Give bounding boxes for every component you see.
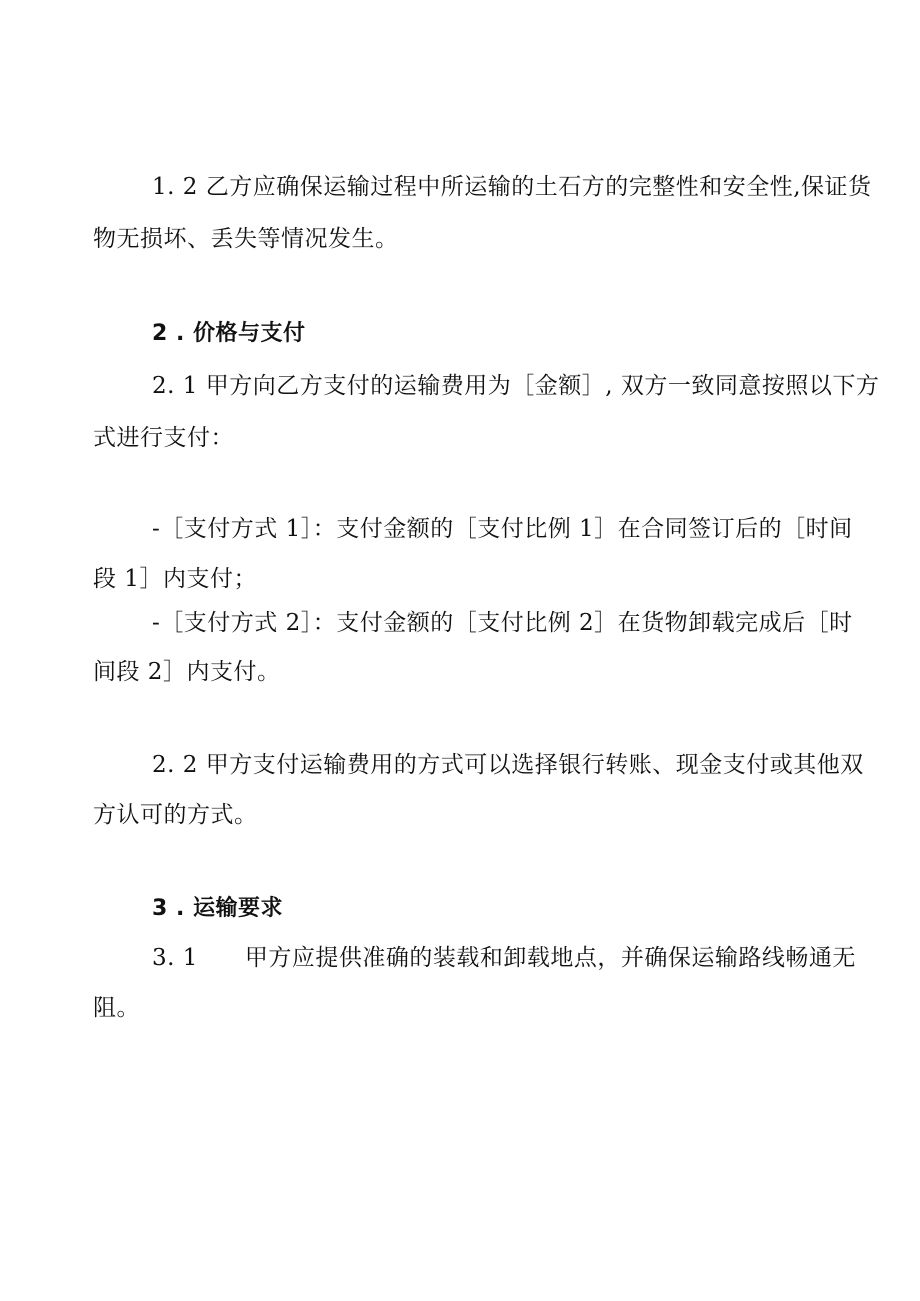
paragraph-1-2-line-1: 1. 2 乙方应确保运输过程中所运输的土石方的完整性和安全性,保证货 xyxy=(152,174,872,200)
section-2-heading: 2 . 价格与支付 xyxy=(152,321,306,346)
paragraph-2-1-line-1: 2. 1 甲方向乙方支付的运输费用为［金额］, 双方一致同意按照以下方 xyxy=(152,373,880,399)
paragraph-3-1-line-1: 3. 1 甲方应提供准确的装载和卸载地点，并确保运输路线畅通无 xyxy=(152,945,856,971)
paragraph-2-2-line-1: 2. 2 甲方支付运输费用的方式可以选择银行转账、现金支付或其他双 xyxy=(152,752,864,778)
payment-bullet-2-line-2: 间段 2］内支付。 xyxy=(93,659,281,685)
section-3-heading: 3 . 运输要求 xyxy=(152,896,283,921)
paragraph-2-2-line-2: 方认可的方式。 xyxy=(93,802,258,828)
paragraph-1-2-line-2: 物无损坏、丢失等情况发生。 xyxy=(93,226,399,252)
payment-bullet-1-line-1: -［支付方式 1］：支付金额的［支付比例 1］在合同签订后的［时间 xyxy=(152,516,853,542)
payment-bullet-2-line-1: -［支付方式 2］：支付金额的［支付比例 2］在货物卸载完成后［时 xyxy=(152,610,853,636)
payment-bullet-1-line-2: 段 1］内支付； xyxy=(93,566,257,592)
paragraph-2-1-line-2: 式进行支付： xyxy=(93,425,234,451)
paragraph-3-1-line-2: 阻。 xyxy=(93,995,140,1021)
